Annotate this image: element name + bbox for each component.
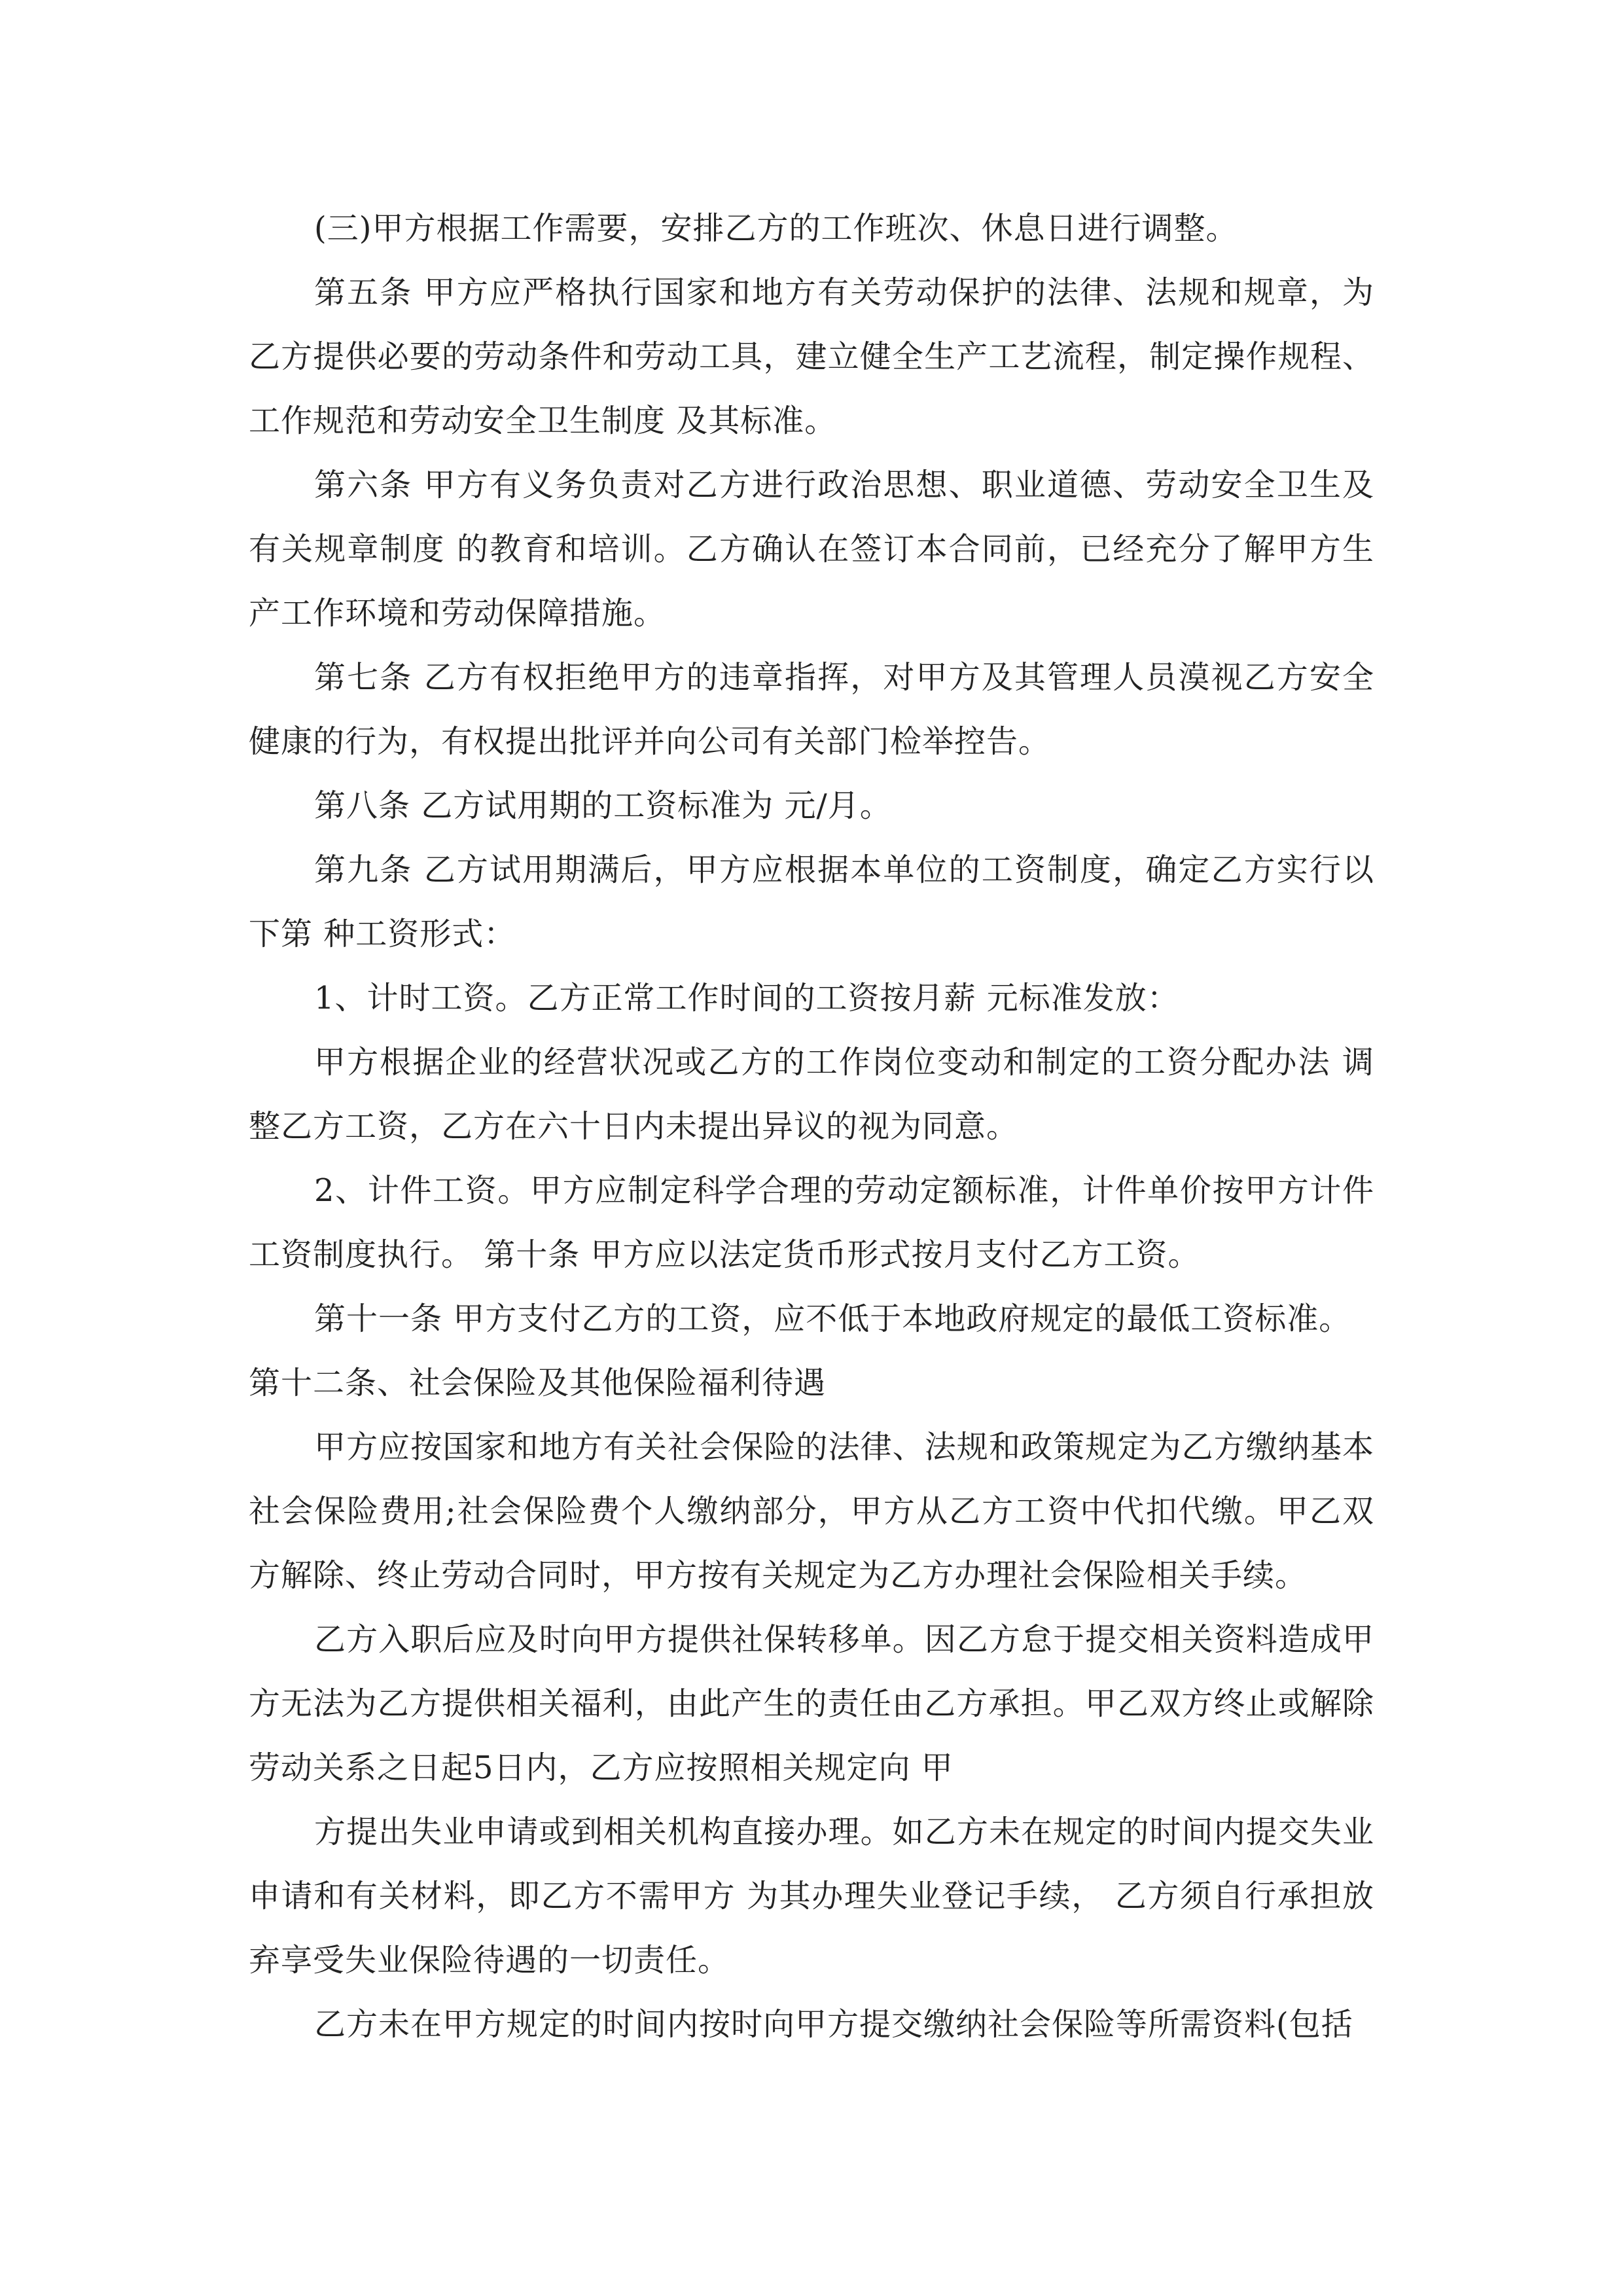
paragraph-article-12-heading: 第十二条、社会保险及其他保险福利待遇 (249, 1365, 827, 1401)
paragraph-piece-wage: 2、计件工资。甲方应制定科学合理的劳动定额标准，计件单价按甲方计件工资制度执行。 第十条 甲方应以法定货币形式按月支付乙方工资。 (249, 1172, 1374, 1273)
paragraph-insurance-transfer: 乙方入职后应及时向甲方提供社保转移单。因乙方怠于提交相关资料造成甲方无法为乙方提供相关福利，由此产生的责任由乙方承担。甲乙双方终止或解除劳动关系之日起5日内，乙方应按照相关规定向 甲 (249, 1621, 1374, 1786)
paragraph-article-8: 第八条 乙方试用期的工资标准为 元/月。 (314, 787, 892, 824)
paragraph-article-5: 第五条 甲方应严格执行国家和地方有关劳动保护的法律、法规和规章，为乙方提供必要的劳动条件和劳动工具，建立健全生产工艺流程，制定操作规程、工作规范和劳动安全卫生制度 及其标准。 (249, 274, 1374, 439)
paragraph-time-wage: 1、计时工资。乙方正常工作时间的工资按月薪 元标准发放： (314, 980, 1179, 1016)
paragraph-article-7: 第七条 乙方有权拒绝甲方的违章指挥，对甲方及其管理人员漠视乙方安全健康的行为，有权提出批评并向公司有关部门检举控告。 (249, 659, 1374, 760)
paragraph-article-6: 第六条 甲方有义务负责对乙方进行政治思想、职业道德、劳动安全卫生及有关规章制度 的教育和培训。乙方确认在签订本合同前，已经充分了解甲方生产工作环境和劳动保障措施。 (249, 467, 1374, 632)
document-body (249, 196, 1374, 2056)
paragraph-social-insurance: 甲方应按国家和地方有关社会保险的法律、法规和政策规定为乙方缴纳基本社会保险费用;社会保险费个人缴纳部分，甲方从乙方工资中代扣代缴。甲乙双方解除、终止劳动合同时，甲方按有关规定为乙方办理社会保险相关手续。 (249, 1429, 1374, 1594)
paragraph-wage-adjustment: 甲方根据企业的经营状况或乙方的工作岗位变动和制定的工资分配办法 调整乙方工资，乙方在六十日内未提出异议的视为同意。 (249, 1044, 1374, 1145)
paragraph-insurance-materials: 乙方未在甲方规定的时间内按时向甲方提交缴纳社会保险等所需资料(包括 (314, 2006, 1353, 2043)
paragraph-shift-adjustment: (三)甲方根据工作需要，安排乙方的工作班次、休息日进行调整。 (314, 210, 1238, 247)
paragraph-article-11: 第十一条 甲方支付乙方的工资，应不低于本地政府规定的最低工资标准。 (314, 1300, 1351, 1337)
paragraph-unemployment-application: 方提出失业申请或到相关机构直接办理。如乙方未在规定的时间内提交失业申请和有关材料，即乙方不需甲方 为其办理失业登记手续， 乙方须自行承担放弃享受失业保险待遇的一切责任。 (249, 1814, 1374, 1979)
paragraph-article-9: 第九条 乙方试用期满后，甲方应根据本单位的工资制度，确定乙方实行以下第 种工资形式： (249, 852, 1374, 952)
